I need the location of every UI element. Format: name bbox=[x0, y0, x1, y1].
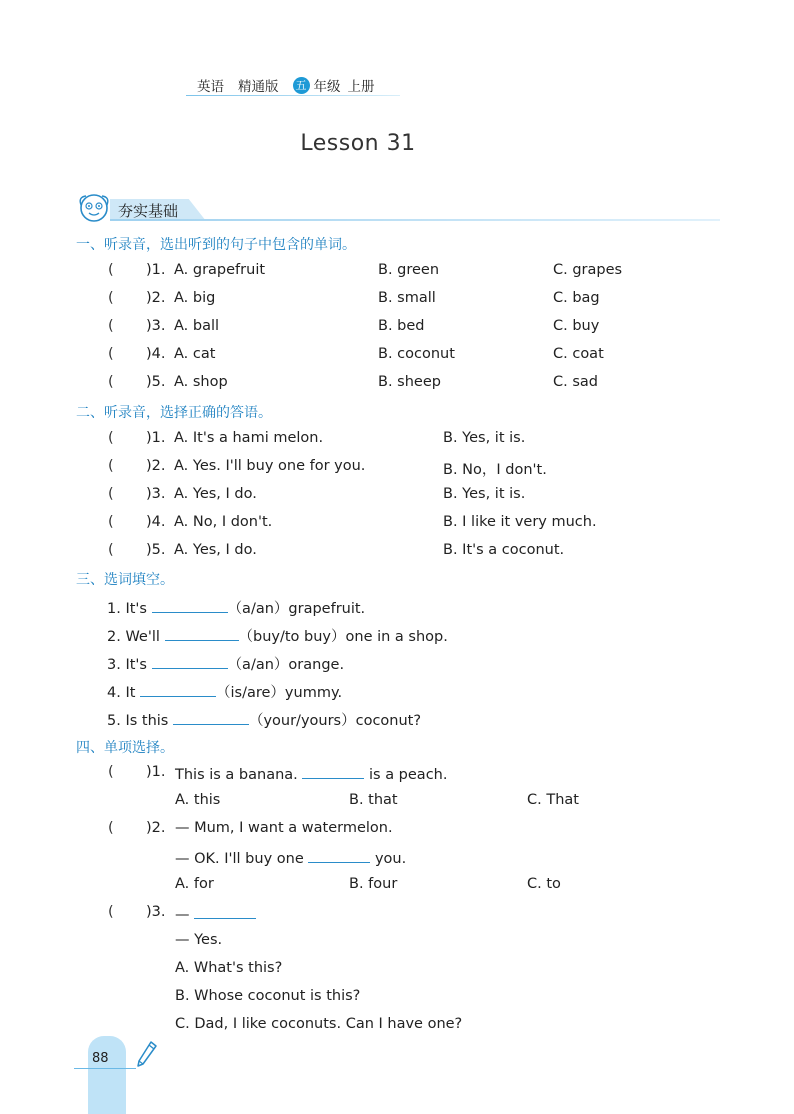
dialogue-line: — Yes. bbox=[175, 932, 223, 948]
answer-blank[interactable] bbox=[302, 764, 364, 779]
answer-paren: ( bbox=[108, 486, 114, 502]
option-a: A. It's a hami melon. bbox=[174, 430, 324, 446]
line-text-pre: — bbox=[175, 907, 195, 923]
item-text-post: （is/are）yummy. bbox=[216, 685, 343, 701]
item-text-pre: 2. We'll bbox=[107, 629, 165, 645]
header-subject: 英语 bbox=[197, 79, 224, 95]
option-a: A. No, I don't. bbox=[174, 514, 273, 530]
dialogue-line bbox=[175, 848, 406, 867]
fill-in-item bbox=[107, 709, 421, 730]
answer-blank[interactable] bbox=[140, 682, 216, 697]
question-number: )4. bbox=[146, 514, 166, 530]
question-number: )2. bbox=[146, 820, 166, 836]
option-a: A. Yes, I do. bbox=[174, 486, 257, 502]
answer-blank[interactable] bbox=[173, 710, 249, 725]
option-a: A. ball bbox=[174, 318, 220, 334]
line-text-post: you. bbox=[370, 851, 407, 867]
answer-blank[interactable] bbox=[165, 626, 239, 641]
option-c: C. grapes bbox=[553, 262, 623, 278]
option-a: A. big bbox=[174, 290, 216, 306]
option-a: A. grapefruit bbox=[174, 262, 266, 278]
option-c: C. buy bbox=[553, 318, 600, 334]
option-b: B. coconut bbox=[378, 346, 455, 362]
question-number: )5. bbox=[146, 542, 166, 558]
header-edition: 精通版 bbox=[238, 79, 279, 95]
item-text-post: （a/an）orange. bbox=[227, 657, 345, 673]
section-title: 夯实基础 bbox=[118, 202, 179, 220]
page-tab bbox=[88, 1036, 126, 1114]
footer-divider bbox=[74, 1068, 136, 1069]
fill-in-item bbox=[107, 597, 365, 618]
option-b: B. small bbox=[378, 290, 436, 306]
answer-paren: ( bbox=[108, 346, 114, 362]
answer-paren: ( bbox=[108, 430, 114, 446]
option-a: A. for bbox=[175, 876, 214, 892]
option-c: C. bag bbox=[553, 290, 600, 306]
section-divider bbox=[110, 219, 720, 221]
part2-heading: 二、听录音，选择正确的答语。 bbox=[76, 405, 272, 421]
option-b: B. sheep bbox=[378, 374, 441, 390]
option-a: A. cat bbox=[174, 346, 216, 362]
item-text-pre: 5. Is this bbox=[107, 713, 173, 729]
stem-text-post: is a peach. bbox=[364, 767, 448, 783]
pencil-icon bbox=[134, 1040, 158, 1070]
answer-blank[interactable] bbox=[152, 654, 228, 669]
question-number: )5. bbox=[146, 374, 166, 390]
option-a: A. What's this? bbox=[175, 960, 283, 976]
stem-text-pre: This is a banana. bbox=[175, 767, 303, 783]
header-volume: 上册 bbox=[347, 79, 375, 95]
option-b: B. Yes, it is. bbox=[443, 486, 526, 502]
fill-in-item bbox=[107, 681, 342, 702]
answer-blank[interactable] bbox=[194, 904, 256, 919]
option-c: C. sad bbox=[553, 374, 598, 390]
answer-paren: ( bbox=[108, 514, 114, 530]
option-a: A. Yes, I do. bbox=[174, 542, 257, 558]
question-number: )4. bbox=[146, 346, 166, 362]
question-number: )3. bbox=[146, 904, 166, 920]
question-number: )3. bbox=[146, 318, 166, 334]
question-number: )1. bbox=[146, 262, 166, 278]
header-divider bbox=[186, 95, 400, 96]
option-b: B. four bbox=[349, 876, 398, 892]
fill-in-item bbox=[107, 653, 344, 674]
option-c: C. That bbox=[527, 792, 579, 808]
item-text-pre: 1. It's bbox=[107, 601, 152, 617]
option-b: B. Whose coconut is this? bbox=[175, 988, 361, 1004]
answer-paren: ( bbox=[108, 542, 114, 558]
answer-paren: ( bbox=[108, 764, 114, 780]
fill-in-item bbox=[107, 625, 448, 646]
option-c: C. coat bbox=[553, 346, 604, 362]
book-header bbox=[197, 75, 375, 95]
part3-heading: 三、选词填空。 bbox=[76, 572, 174, 588]
page-number: 88 bbox=[92, 1051, 109, 1066]
dialogue-line bbox=[175, 904, 256, 923]
option-c: C. Dad, I like coconuts. Can I have one? bbox=[175, 1016, 463, 1032]
answer-paren: ( bbox=[108, 262, 114, 278]
answer-paren: ( bbox=[108, 904, 114, 920]
item-text-post: （buy/to buy）one in a shop. bbox=[238, 629, 448, 645]
line-text-pre: — OK. I'll buy one bbox=[175, 851, 309, 867]
option-a: A. Yes. I'll buy one for you. bbox=[174, 458, 366, 474]
header-grade: 年级 bbox=[313, 79, 341, 95]
answer-paren: ( bbox=[108, 458, 114, 474]
answer-blank[interactable] bbox=[152, 598, 228, 613]
dialogue-line: — Mum, I want a watermelon. bbox=[175, 820, 393, 836]
part4-heading: 四、单项选择。 bbox=[76, 740, 174, 756]
grade-badge: 五 bbox=[293, 77, 310, 94]
option-b: B. green bbox=[378, 262, 440, 278]
option-b: B. Yes, it is. bbox=[443, 430, 526, 446]
question-number: )3. bbox=[146, 486, 166, 502]
option-b: B. No，I don't. bbox=[443, 462, 547, 478]
item-text-post: （your/yours）coconut? bbox=[248, 713, 422, 729]
answer-paren: ( bbox=[108, 318, 114, 334]
option-b: B. that bbox=[349, 792, 398, 808]
option-a: A. shop bbox=[174, 374, 228, 390]
option-c: C. to bbox=[527, 876, 561, 892]
answer-paren: ( bbox=[108, 374, 114, 390]
option-b: B. It's a coconut. bbox=[443, 542, 565, 558]
question-number: )2. bbox=[146, 290, 166, 306]
option-b: B. bed bbox=[378, 318, 425, 334]
question-number: )2. bbox=[146, 458, 166, 474]
question-stem bbox=[175, 764, 447, 783]
part1-heading: 一、听录音，选出听到的句子中包含的单词。 bbox=[76, 237, 356, 253]
question-number: )1. bbox=[146, 764, 166, 780]
lesson-title: Lesson 31 bbox=[300, 131, 416, 156]
option-b: B. I like it very much. bbox=[443, 514, 597, 530]
mascot-icon bbox=[74, 191, 114, 225]
answer-blank[interactable] bbox=[308, 848, 370, 863]
answer-paren: ( bbox=[108, 820, 114, 836]
item-text-pre: 3. It's bbox=[107, 657, 152, 673]
item-text-post: （a/an）grapefruit. bbox=[227, 601, 366, 617]
option-a: A. this bbox=[175, 792, 221, 808]
answer-paren: ( bbox=[108, 290, 114, 306]
question-number: )1. bbox=[146, 430, 166, 446]
item-text-pre: 4. It bbox=[107, 685, 141, 701]
